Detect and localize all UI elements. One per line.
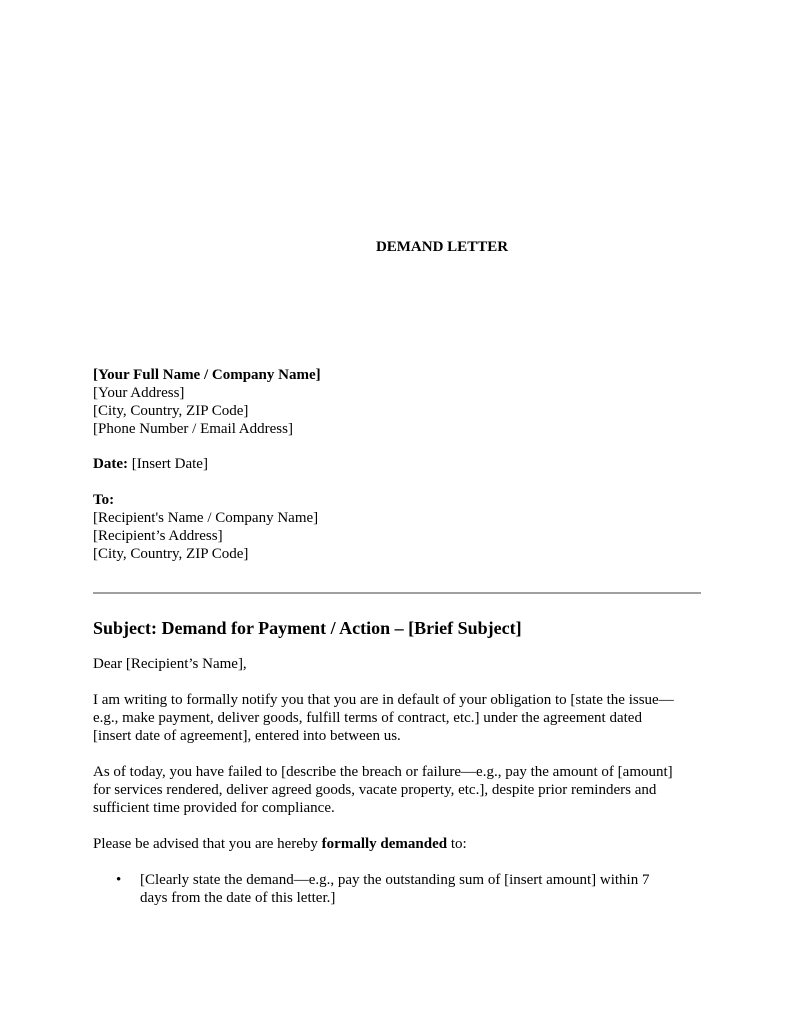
date-label: Date: xyxy=(93,456,128,472)
sender-block xyxy=(93,366,321,438)
document-title: DEMAND LETTER xyxy=(375,239,509,255)
date-line xyxy=(93,455,208,473)
list-item xyxy=(93,871,705,907)
salutation: Dear [Recipient’s Name], xyxy=(93,656,247,672)
sender-address: [Your Address] xyxy=(93,385,185,401)
paragraph-line: e.g., make payment, deliver goods, fulfill terms of contract, etc.] under the agreement dated xyxy=(93,710,642,726)
recipient-block xyxy=(93,491,318,563)
demand-intro-end: to: xyxy=(447,836,467,852)
paragraph-default-notice xyxy=(93,691,705,745)
recipient-label: To: xyxy=(93,492,115,508)
date-value: [Insert Date] xyxy=(127,456,208,472)
paragraph-line: As of today, you have failed to [describe the breach or failure—e.g., pay the amount of [amount] xyxy=(93,764,673,780)
bullet-icon: • xyxy=(116,872,122,888)
recipient-address: [Recipient’s Address] xyxy=(93,528,223,544)
sender-city: [City, Country, ZIP Code] xyxy=(93,403,249,419)
recipient-name: [Recipient's Name / Company Name] xyxy=(93,510,319,526)
demand-intro-bold: formally demanded xyxy=(321,836,448,852)
paragraph-line: sufficient time provided for compliance. xyxy=(93,800,335,816)
demand-intro-text: Please be advised that you are hereby xyxy=(93,836,322,852)
demand-list xyxy=(93,871,705,907)
recipient-city: [City, Country, ZIP Code] xyxy=(93,546,249,562)
subject-heading: Subject: Demand for Payment / Action – [Brief Subject] xyxy=(93,618,522,638)
paragraph-breach xyxy=(93,763,705,817)
paragraph-line: for services rendered, deliver agreed goods, vacate property, etc.], despite prior reminders and xyxy=(93,782,657,798)
sender-contact: [Phone Number / Email Address] xyxy=(93,421,293,437)
paragraph-demand-intro xyxy=(93,835,705,853)
paragraph-line: I am writing to formally notify you that you are in default of your obligation to [state the issue— xyxy=(93,692,674,708)
paragraph-line: [insert date of agreement], entered into between us. xyxy=(93,728,401,744)
list-item-line: [Clearly state the demand—e.g., pay the outstanding sum of [insert amount] within 7 xyxy=(140,872,650,888)
horizontal-divider xyxy=(93,592,701,594)
sender-name: [Your Full Name / Company Name] xyxy=(93,367,321,383)
list-item-line: days from the date of this letter.] xyxy=(140,890,336,906)
